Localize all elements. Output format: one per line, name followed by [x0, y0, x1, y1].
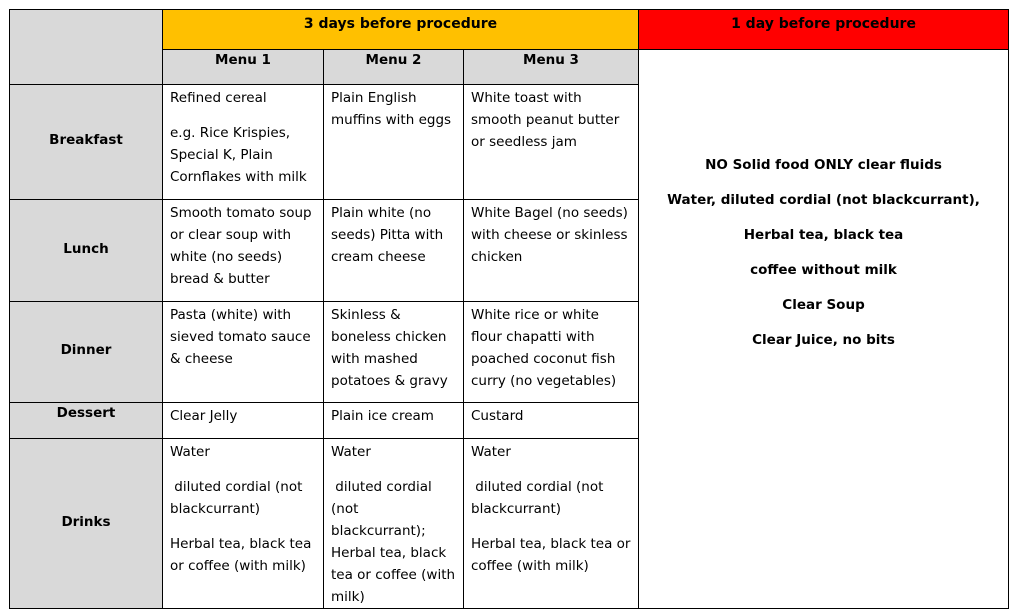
- fluids-line: Water, diluted cordial (not blackcurrant),: [667, 192, 980, 208]
- table-cell: Clear Jelly: [163, 403, 324, 439]
- row-label-drinks: Drinks: [10, 439, 163, 609]
- fluids-line: Clear Juice, no bits: [752, 332, 895, 348]
- one-day-fluids-cell: [639, 50, 1009, 609]
- menu-1-header: Menu 1: [163, 50, 324, 85]
- menu-3-header: Menu 3: [464, 50, 639, 85]
- fluids-line: Clear Soup: [782, 297, 865, 313]
- table-cell: Water diluted cordial (not blackcurrant) Herbal tea, black tea or coffee (with milk): [163, 439, 324, 609]
- menu-2-header: Menu 2: [324, 50, 464, 85]
- row-label-dinner: Dinner: [10, 302, 163, 403]
- table-cell: Custard: [464, 403, 639, 439]
- table-cell: Plain white (no seeds) Pitta with cream cheese: [324, 200, 464, 302]
- fluids-line: coffee without milk: [750, 262, 897, 278]
- fluids-line: NO Solid food ONLY clear fluids: [705, 157, 942, 173]
- table-cell: Pasta (white) with sieved tomato sauce & cheese: [163, 302, 324, 403]
- row-label-lunch: Lunch: [10, 200, 163, 302]
- table-cell: Plain ice cream: [324, 403, 464, 439]
- corner-cell: [10, 10, 163, 85]
- fluids-line: Herbal tea, black tea: [743, 227, 904, 243]
- procedure-diet-table: [9, 9, 1009, 609]
- three-days-header: 3 days before procedure: [163, 10, 639, 50]
- table-cell: Refined cereal e.g. Rice Krispies, Special K, Plain Cornflakes with milk: [163, 85, 324, 200]
- table-cell: Plain English muffins with eggs: [324, 85, 464, 200]
- table-cell: Skinless & boneless chicken with mashed potatoes & gravy: [324, 302, 464, 403]
- row-label-breakfast: Breakfast: [10, 85, 163, 200]
- one-day-header: 1 day before procedure: [639, 10, 1009, 50]
- table-cell: Water diluted cordial (not blackcurrant); Herbal tea, black tea or coffee (with milk): [324, 439, 464, 609]
- table-cell: Water diluted cordial (not blackcurrant) Herbal tea, black tea or coffee (with milk): [464, 439, 639, 609]
- table-cell: White toast with smooth peanut butter or seedless jam: [464, 85, 639, 200]
- table-cell: White rice or white flour chapatti with poached coconut fish curry (no vegetables): [464, 302, 639, 403]
- table-cell: Smooth tomato soup or clear soup with white (no seeds) bread & butter: [163, 200, 324, 302]
- table-cell: White Bagel (no seeds) with cheese or skinless chicken: [464, 200, 639, 302]
- row-label-dessert: Dessert: [10, 403, 163, 439]
